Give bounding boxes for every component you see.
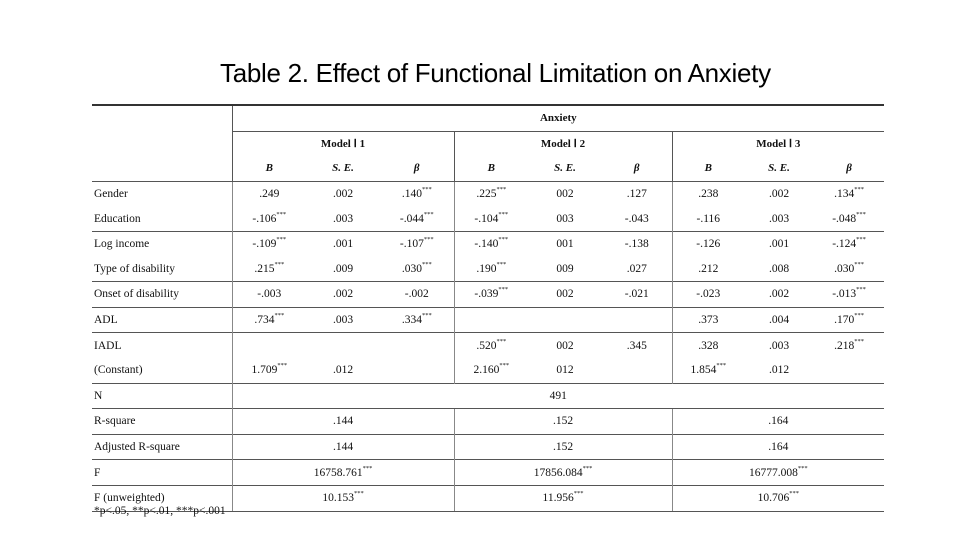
stat-value: .144 [232,434,454,460]
cell-value: 002 [556,188,574,201]
column-header: S. E. [528,156,602,181]
cell-value: .030*** [401,260,432,275]
cell-value: -.023 [672,282,744,308]
cell-value: .003 [306,307,380,333]
cell-value: .212 [672,257,744,282]
row-label: Onset of disability [92,282,232,308]
cell-value: .012 [768,364,790,377]
cell-value [454,307,528,333]
cell-value [602,307,672,333]
cell-value: .373 [672,307,744,333]
row-label: F [92,460,232,486]
column-header: B [232,156,306,181]
row-label: N [92,383,232,409]
stat-value: 10.153*** [232,485,454,511]
anxiety-header: Anxiety [232,105,884,131]
cell-value: .170*** [814,307,884,333]
cell-value: -.138 [602,231,672,256]
cell-value: 002 [528,282,602,308]
cell-value: .001 [306,231,380,256]
stat-value: .164 [672,434,884,460]
model-3-header: Model Ⅰ 3 [672,131,884,156]
column-header: S. E. [744,156,814,181]
table-title: Table 2. Effect of Functional Limitation on Anxiety [220,58,771,88]
cell-value: -.126 [672,231,744,256]
cell-value: .334*** [380,307,454,333]
cell-value: .190*** [454,257,528,282]
row-label: Education [94,212,141,225]
row-label: (Constant) [94,364,143,377]
stat-value: 16758.761*** [232,460,454,486]
cell-value: -.021 [602,282,672,308]
cell-value: 1.854*** [672,358,744,383]
cell-value: .225*** [454,181,528,206]
cell-value: .002 [306,282,380,308]
column-header: B [672,156,744,181]
cell-value: 002 [528,333,602,358]
column-header: B [454,156,528,181]
cell-value: .134*** [834,186,864,201]
cell-value: .012 [332,364,354,377]
cell-value: -.013*** [814,282,884,308]
cell-value: .002 [768,188,790,201]
cell-value: -.107*** [380,231,454,256]
model-1-header: Model Ⅰ 1 [232,131,454,156]
cell-value: .001 [744,231,814,256]
cell-value: 001 [528,231,602,256]
cell-value: -.104*** [454,206,528,231]
cell-value: -.039*** [454,282,528,308]
row-label: Gender [94,188,128,201]
cell-value: -.002 [380,282,454,308]
regression-table [92,104,884,512]
cell-value: .218*** [814,333,884,358]
cell-value: .027 [626,262,647,275]
column-header: β [380,156,454,181]
cell-value: .328 [672,333,744,358]
cell-value: -.044*** [399,210,434,225]
row-label: R-square [92,409,232,435]
cell-value: .002 [744,282,814,308]
row-label: F (unweighted) [92,485,232,511]
row-label: Adjusted R-square [92,434,232,460]
stat-value: .152 [454,409,672,435]
cell-value: -.043 [624,212,649,225]
stat-value: 11.956*** [454,485,672,511]
row-label: Type of disability [94,262,175,275]
cell-value: .734*** [232,307,306,333]
cell-value: 1.709*** [232,358,306,383]
cell-value: .003 [332,212,354,225]
cell-value: -.048*** [832,210,866,225]
stat-value: .164 [672,409,884,435]
row-label: IADL [92,333,232,358]
stat-value: .144 [232,409,454,435]
cell-value: -.124*** [814,231,884,256]
cell-value: 003 [556,212,574,225]
stat-value: 16777.008*** [672,460,884,486]
cell-value: .003 [768,212,790,225]
cell-value: .345 [602,333,672,358]
cell-value: -.106*** [232,206,306,231]
cell-value: 2.160*** [454,358,528,383]
stub-header [92,105,232,131]
cell-value: .140*** [401,186,432,201]
stat-value: 17856.084*** [454,460,672,486]
cell-value: .249 [232,181,306,206]
cell-value: 009 [556,262,574,275]
cell-value: -.109*** [232,231,306,256]
cell-value: .215*** [232,257,306,282]
significance-footnote: *p<.05, **p<.01, ***p<.001 [94,505,226,517]
model-2-header: Model Ⅰ 2 [454,131,672,156]
cell-value: .002 [332,188,354,201]
column-header: β [814,156,884,181]
cell-value: .004 [744,307,814,333]
row-label: Log income [92,231,232,256]
stat-value: 10.706*** [672,485,884,511]
cell-value: 012 [556,364,574,377]
cell-value: .008 [768,262,790,275]
n-value: 491 [232,383,884,409]
cell-value: .520*** [454,333,528,358]
cell-value: .009 [332,262,354,275]
stat-value: .152 [454,434,672,460]
cell-value: .003 [744,333,814,358]
cell-value: .030*** [834,260,864,275]
column-header: S. E. [306,156,380,181]
cell-value: .238 [672,181,744,206]
row-label: ADL [92,307,232,333]
cell-value: -.116 [672,206,744,231]
column-header: β [602,156,672,181]
cell-value: -.003 [232,282,306,308]
cell-value: .127 [626,188,647,201]
cell-value: -.140*** [454,231,528,256]
cell-value [528,307,602,333]
